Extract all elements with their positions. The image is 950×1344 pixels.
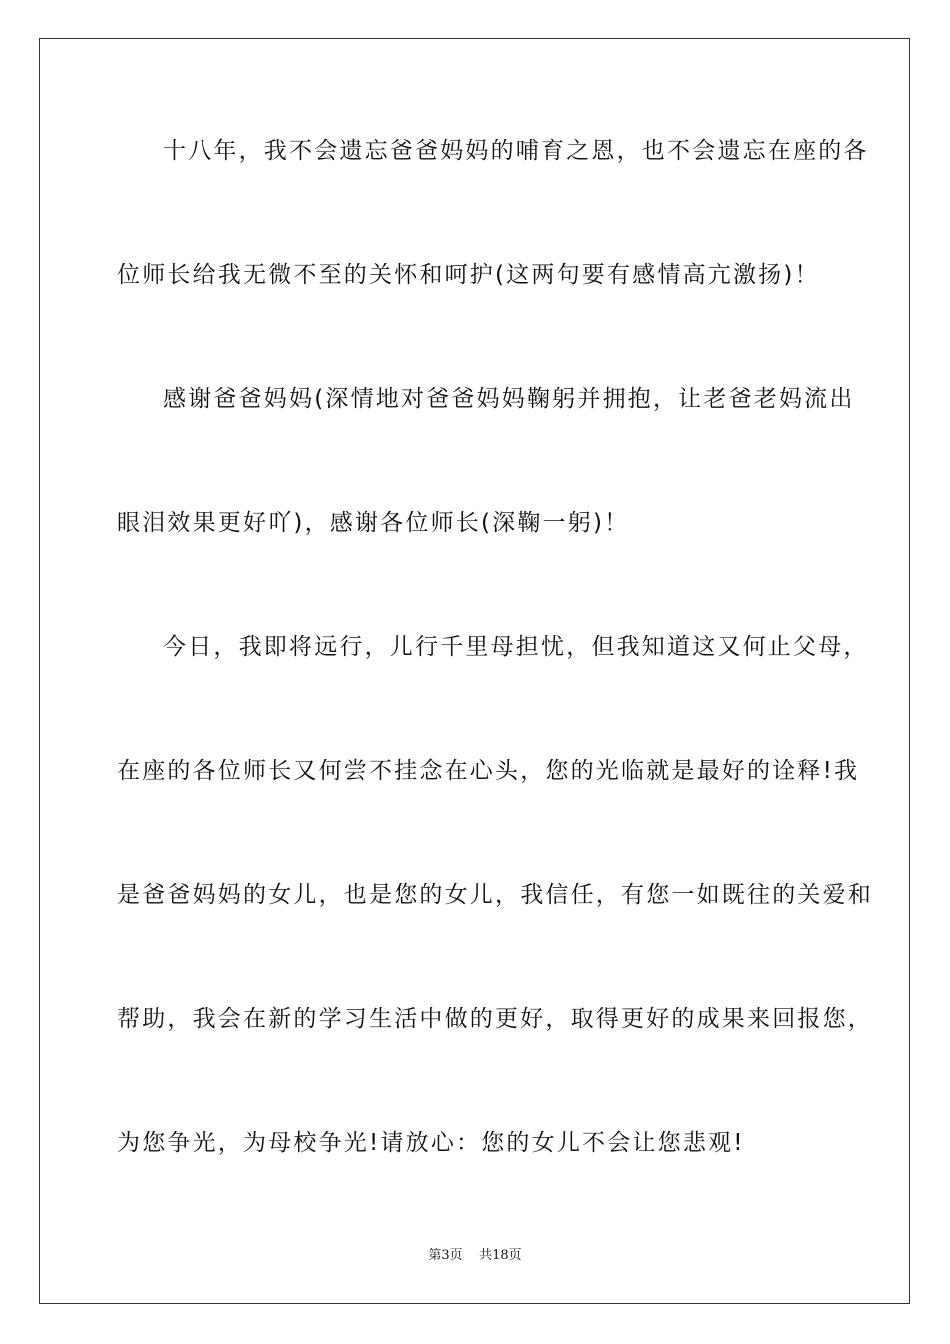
body-line-8: 帮助，我会在新的学习生活中做的更好，取得更好的成果来回报您， — [117, 1006, 873, 1032]
page-number: 第3页 — [428, 1248, 463, 1263]
body-line-9: 为您争光，为母校争光!请放心：您的女儿不会让您悲观! — [117, 1130, 745, 1156]
page-total: 共18页 — [479, 1248, 522, 1263]
body-line-4: 眼泪效果更好吖)，感谢各位师长(深鞠一躬)！ — [117, 510, 630, 536]
page-footer — [0, 1247, 950, 1265]
body-line-1: 十八年，我不会遗忘爸爸妈妈的哺育之恩，也不会遗忘在座的各 — [163, 138, 869, 164]
body-line-3: 感谢爸爸妈妈(深情地对爸爸妈妈鞠躬并拥抱，让老爸老妈流出 — [163, 386, 855, 412]
page-frame — [39, 38, 910, 1304]
body-line-6: 在座的各位师长又何尝不挂念在心头，您的光临就是最好的诠释!我 — [117, 758, 860, 784]
body-line-7: 是爸爸妈妈的女儿，也是您的女儿，我信任，有您一如既往的关爱和 — [117, 882, 873, 908]
body-line-5: 今日，我即将远行，儿行千里母担忧，但我知道这又何止父母， — [163, 634, 869, 660]
body-line-2: 位师长给我无微不至的关怀和呵护(这两句要有感情高亢激扬)！ — [117, 262, 820, 288]
